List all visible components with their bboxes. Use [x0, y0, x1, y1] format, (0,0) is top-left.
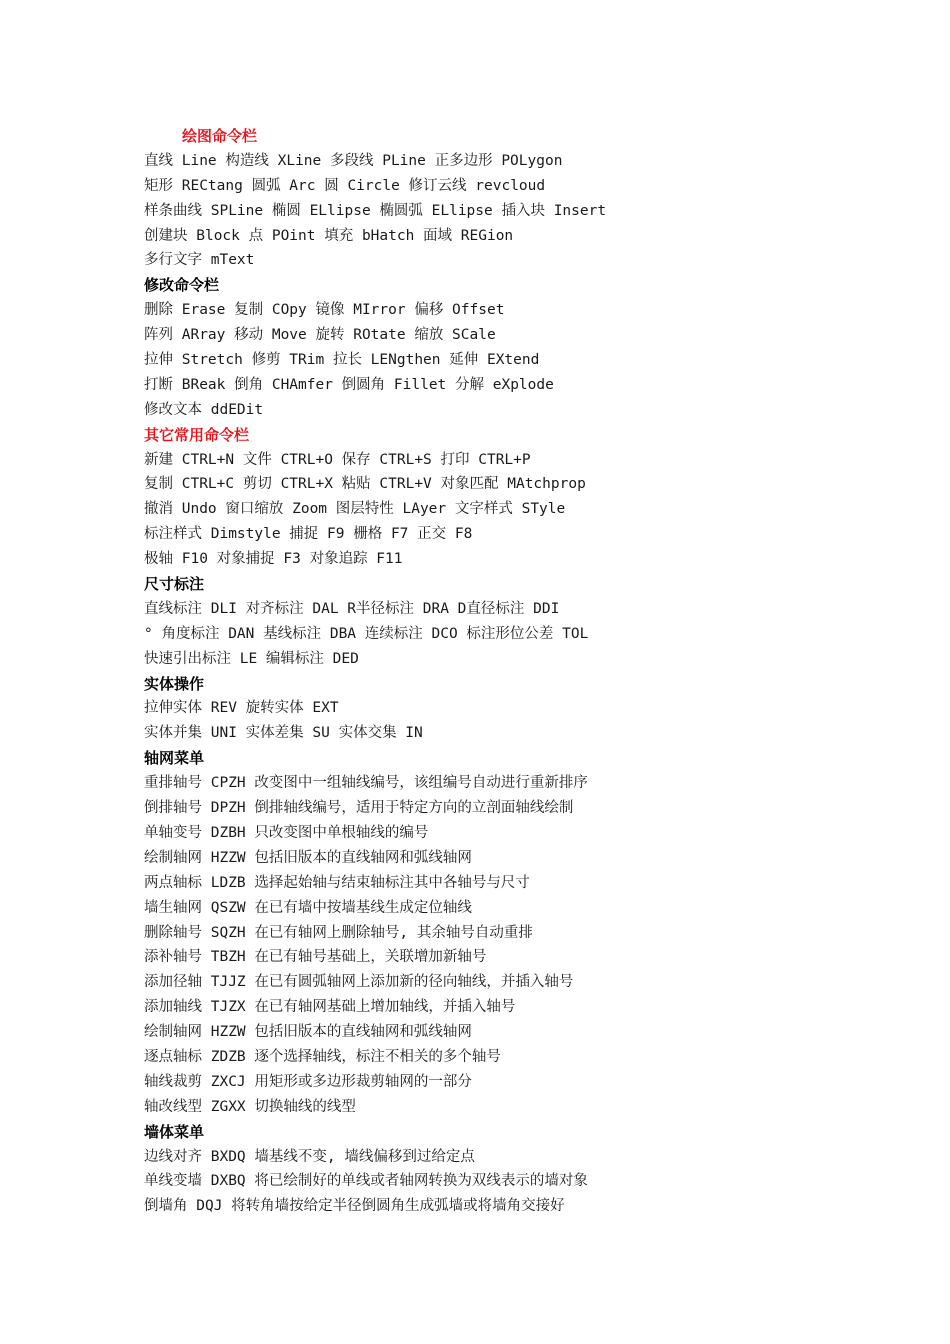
- section-heading: 尺寸标注: [144, 575, 205, 594]
- document-body: [144, 124, 904, 1219]
- command-line: 轴线裁剪 ZXCJ 用矩形或多边形裁剪轴网的一部分: [144, 1073, 472, 1090]
- command-line: 极轴 F10 对象捕捉 F3 对象追踪 F11: [144, 551, 403, 568]
- section-heading: 实体操作: [144, 674, 205, 693]
- command-line: 添加轴线 TJZX 在已有轴网基础上增加轴线，并插入轴号: [144, 999, 516, 1016]
- command-line: 新建 CTRL+N 文件 CTRL+O 保存 CTRL+S 打印 CTRL+P: [144, 451, 531, 468]
- command-line: 轴改线型 ZGXX 切换轴线的线型: [144, 1098, 356, 1115]
- command-line: 单轴变号 DZBH 只改变图中单根轴线的编号: [144, 824, 429, 841]
- command-line: 两点轴标 LDZB 选择起始轴与结束轴标注其中各轴号与尺寸: [144, 874, 530, 891]
- section-heading: 修改命令栏: [144, 276, 220, 295]
- command-line: 逐点轴标 ZDZB 逐个选择轴线，标注不相关的多个轴号: [144, 1048, 501, 1065]
- command-line: 边线对齐 BXDQ 墙基线不变, 墙线偏移到过给定点: [144, 1148, 475, 1165]
- command-line: 复制 CTRL+C 剪切 CTRL+X 粘贴 CTRL+V 对象匹配 MAtchprop: [144, 476, 586, 493]
- command-line: 打断 BReak 倒角 CHAmfer 倒圆角 Fillet 分解 eXplode: [144, 376, 554, 393]
- command-line: 倒墙角 DQJ 将转角墙按给定半径倒圆角生成弧墙或将墙角交接好: [144, 1198, 565, 1215]
- command-line: 添加径轴 TJJZ 在已有圆弧轴网上添加新的径向轴线，并插入轴号: [144, 974, 574, 991]
- command-line: 实体并集 UNI 实体差集 SU 实体交集 IN: [144, 725, 423, 742]
- command-line: 拉伸 Stretch 修剪 TRim 拉长 LENgthen 延伸 EXtend: [144, 352, 540, 369]
- command-line: 直线 Line 构造线 XLine 多段线 PLine 正多边形 POLygon: [144, 152, 563, 169]
- command-line: 矩形 RECtang 圆弧 Arc 圆 Circle 修订云线 revcloud: [144, 177, 546, 194]
- command-line: 撤消 Undo 窗口缩放 Zoom 图层特性 LAyer 文字样式 STyle: [144, 501, 566, 518]
- command-line: 墙生轴网 QSZW 在已有墙中按墙基线生成定位轴线: [144, 899, 472, 916]
- section-heading: 绘图命令栏: [182, 127, 258, 145]
- command-line: 添补轴号 TBZH 在已有轴号基础上，关联增加新轴号: [144, 949, 487, 966]
- command-line: 样条曲线 SPLine 椭圆 ELlipse 椭圆弧 ELlipse 插入块 Insert: [144, 202, 607, 219]
- command-line: 快速引出标注 LE 编辑标注 DED: [144, 650, 359, 667]
- section-heading: 其它常用命令栏: [144, 425, 250, 444]
- command-line: 绘制轴网 HZZW 包括旧版本的直线轴网和弧线轴网: [144, 1024, 472, 1041]
- command-line: 单线变墙 DXBQ 将已绘制好的单线或者轴网转换为双线表示的墙对象: [144, 1173, 588, 1190]
- command-line: 删除轴号 SQZH 在已有轴网上删除轴号, 其余轴号自动重排: [144, 924, 533, 941]
- command-line: 修改文本 ddEDit: [144, 401, 264, 418]
- section-heading: 墙体菜单: [144, 1122, 205, 1141]
- command-line: ° 角度标注 DAN 基线标注 DBA 连续标注 DCO 标注形位公差 TOL: [144, 625, 589, 642]
- command-line: 拉伸实体 REV 旋转实体 EXT: [144, 700, 339, 717]
- command-line: 创建块 Block 点 POint 填充 bHatch 面域 REGion: [144, 227, 514, 244]
- command-line: 重排轴号 CPZH 改变图中一组轴线编号，该组编号自动进行重新排序: [144, 775, 588, 792]
- command-line: 多行文字 mText: [144, 252, 255, 269]
- command-line: 阵列 ARray 移动 Move 旋转 ROtate 缩放 SCale: [144, 327, 496, 344]
- command-line: 删除 Erase 复制 COpy 镜像 MIrror 偏移 Offset: [144, 302, 505, 319]
- command-line: 倒排轴号 DPZH 倒排轴线编号，适用于特定方向的立剖面轴线绘制: [144, 800, 574, 817]
- section-heading: 轴网菜单: [144, 749, 205, 768]
- command-line: 绘制轴网 HZZW 包括旧版本的直线轴网和弧线轴网: [144, 849, 472, 866]
- command-line: 标注样式 Dimstyle 捕捉 F9 栅格 F7 正交 F8: [144, 526, 473, 543]
- command-line: 直线标注 DLI 对齐标注 DAL R半径标注 DRA D直径标注 DDI: [144, 600, 560, 617]
